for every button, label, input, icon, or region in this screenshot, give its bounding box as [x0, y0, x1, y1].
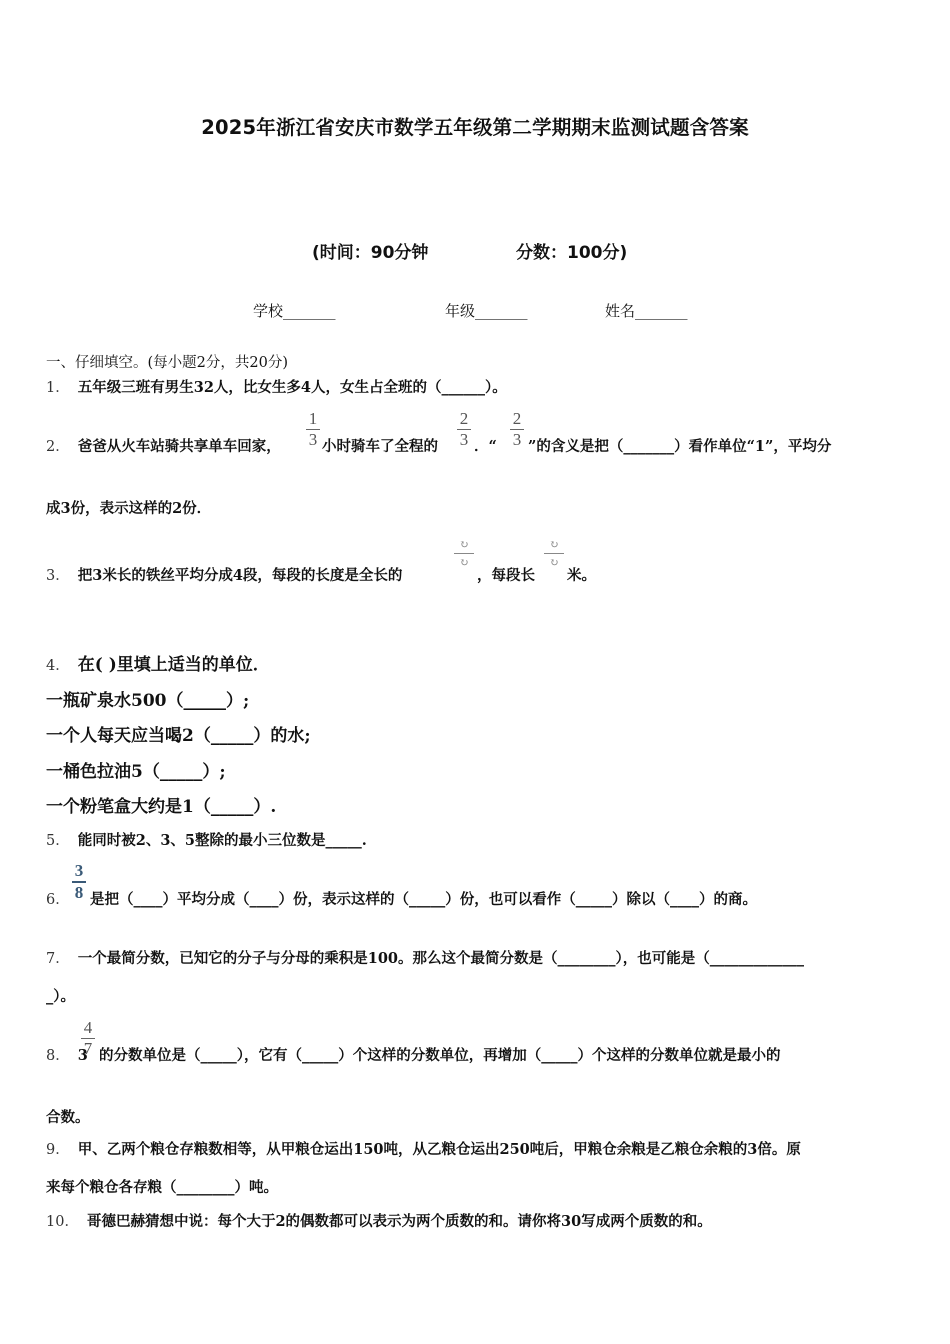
school-field: 学校_______: [253, 302, 336, 320]
question-10: [46, 1210, 712, 1231]
fraction-denominator: 8: [74, 883, 84, 902]
question-text: 的分数单位是（_____），它有（_____）个这样的分数单位，再增加（_____）个这样的分数单位就是最小的: [99, 1047, 781, 1064]
question-text: 在( )里填上适当的单位．: [77, 655, 270, 675]
question-number: 5．: [46, 833, 70, 849]
question-number: 1．: [46, 380, 70, 396]
question-9: [46, 1138, 801, 1159]
fraction-numerator: 1: [308, 409, 318, 428]
question-number: 6．: [46, 892, 70, 908]
question-text-b: 小时骑车了全程的: [322, 438, 438, 455]
question-number: 9．: [46, 1142, 70, 1158]
question-text: 一个最简分数，已知它的分子与分母的乘积是100。那么这个最简分数是（________），也可能是（_____________: [77, 950, 804, 967]
question-text: 能同时被2、3、5整除的最小三位数是_____.: [77, 832, 367, 849]
question-text: 五年级三班有男生32人，比女生多4人，女生占全班的（______）。: [77, 379, 507, 396]
fraction-denominator: 3: [512, 430, 522, 449]
question-3: [46, 564, 402, 585]
question-5: [46, 829, 367, 850]
question-text-c: 米。: [567, 567, 596, 584]
question-4: [46, 650, 270, 675]
mixed-number-whole: 3: [77, 1047, 88, 1064]
question-text-b: ，每段长: [477, 567, 535, 584]
fraction-two-thirds-quoted: [510, 410, 524, 449]
grade-field: 年级_______: [445, 302, 528, 320]
fraction-denominator: 3: [308, 430, 318, 449]
q4-line-2: 一个人每天应当喝2（_____）的水;: [46, 726, 311, 746]
question-text: 是把（____）平均分成（____）份，表示这样的（_____）份，也可以看作（_____）除以（____）的商。: [90, 891, 757, 908]
question-1: [46, 376, 507, 397]
question-number: 8．: [46, 1048, 70, 1064]
time-label: (时间：90分钟: [312, 243, 429, 263]
question-text-a: 爸爸从火车站骑共享单车回家，: [77, 438, 281, 455]
question-text: 哥德巴赫猜想中说：每个大于2的偶数都可以表示为两个质数的和。请你将30写成两个质数的和。: [86, 1213, 712, 1230]
question-text-line2: _）。: [46, 988, 75, 1005]
question-number: 2．: [46, 439, 70, 455]
question-text-d: ”的含义是把（_______）看作单位“1”，平均分: [528, 438, 832, 455]
question-number: 7．: [46, 951, 70, 967]
blank-fraction-placeholder: ↻ ↻: [544, 538, 564, 569]
fraction-denominator: 3: [459, 430, 469, 449]
fraction-three-eighths: [72, 862, 86, 902]
fraction-numerator: 2: [512, 409, 522, 428]
section-heading: 一、仔细填空。(每小题2分，共20分): [46, 355, 288, 371]
fraction-numerator: 3: [74, 861, 84, 880]
question-text-c: ．“: [474, 438, 497, 455]
page-title: 2025年浙江省安庆市数学五年级第二学期期末监测试题含答案: [201, 116, 749, 139]
question-7: [46, 947, 804, 968]
question-text-line2: 合数。: [46, 1109, 90, 1126]
blank-fraction-placeholder: ↻ ↻: [454, 538, 474, 569]
fraction-denominator: 7: [83, 1039, 93, 1058]
fraction-one-third: [306, 410, 320, 449]
question-text-line2: 来每个粮仓各存粮（________）吨。: [46, 1179, 278, 1196]
fraction-numerator: 4: [83, 1018, 93, 1037]
question-text: 甲、乙两个粮仓存粮数相等，从甲粮仓运出150吨，从乙粮仓运出250吨后，甲粮仓余粮是乙粮仓余粮的3倍。原: [77, 1141, 801, 1158]
fraction-four-sevenths: [81, 1019, 95, 1058]
q4-line-3: 一桶色拉油5（_____）;: [46, 762, 226, 782]
question-number: 4．: [46, 658, 70, 674]
q4-line-4: 一个粉笔盒大约是1（_____）.: [46, 797, 277, 817]
score-label: 分数：100分): [516, 243, 628, 263]
question-number: 10．: [46, 1214, 79, 1230]
fraction-two-thirds: [457, 410, 471, 449]
q4-line-1: 一瓶矿泉水500（_____）;: [46, 691, 250, 711]
name-field: 姓名_______: [605, 302, 688, 320]
question-text-a: 把3米长的铁丝平均分成4段，每段的长度是全长的: [77, 567, 403, 584]
question-number: 3．: [46, 568, 70, 584]
question-text-line2: 成3份，表示这样的2份．: [46, 500, 212, 517]
fraction-numerator: 2: [459, 409, 469, 428]
question-2: [46, 435, 281, 456]
